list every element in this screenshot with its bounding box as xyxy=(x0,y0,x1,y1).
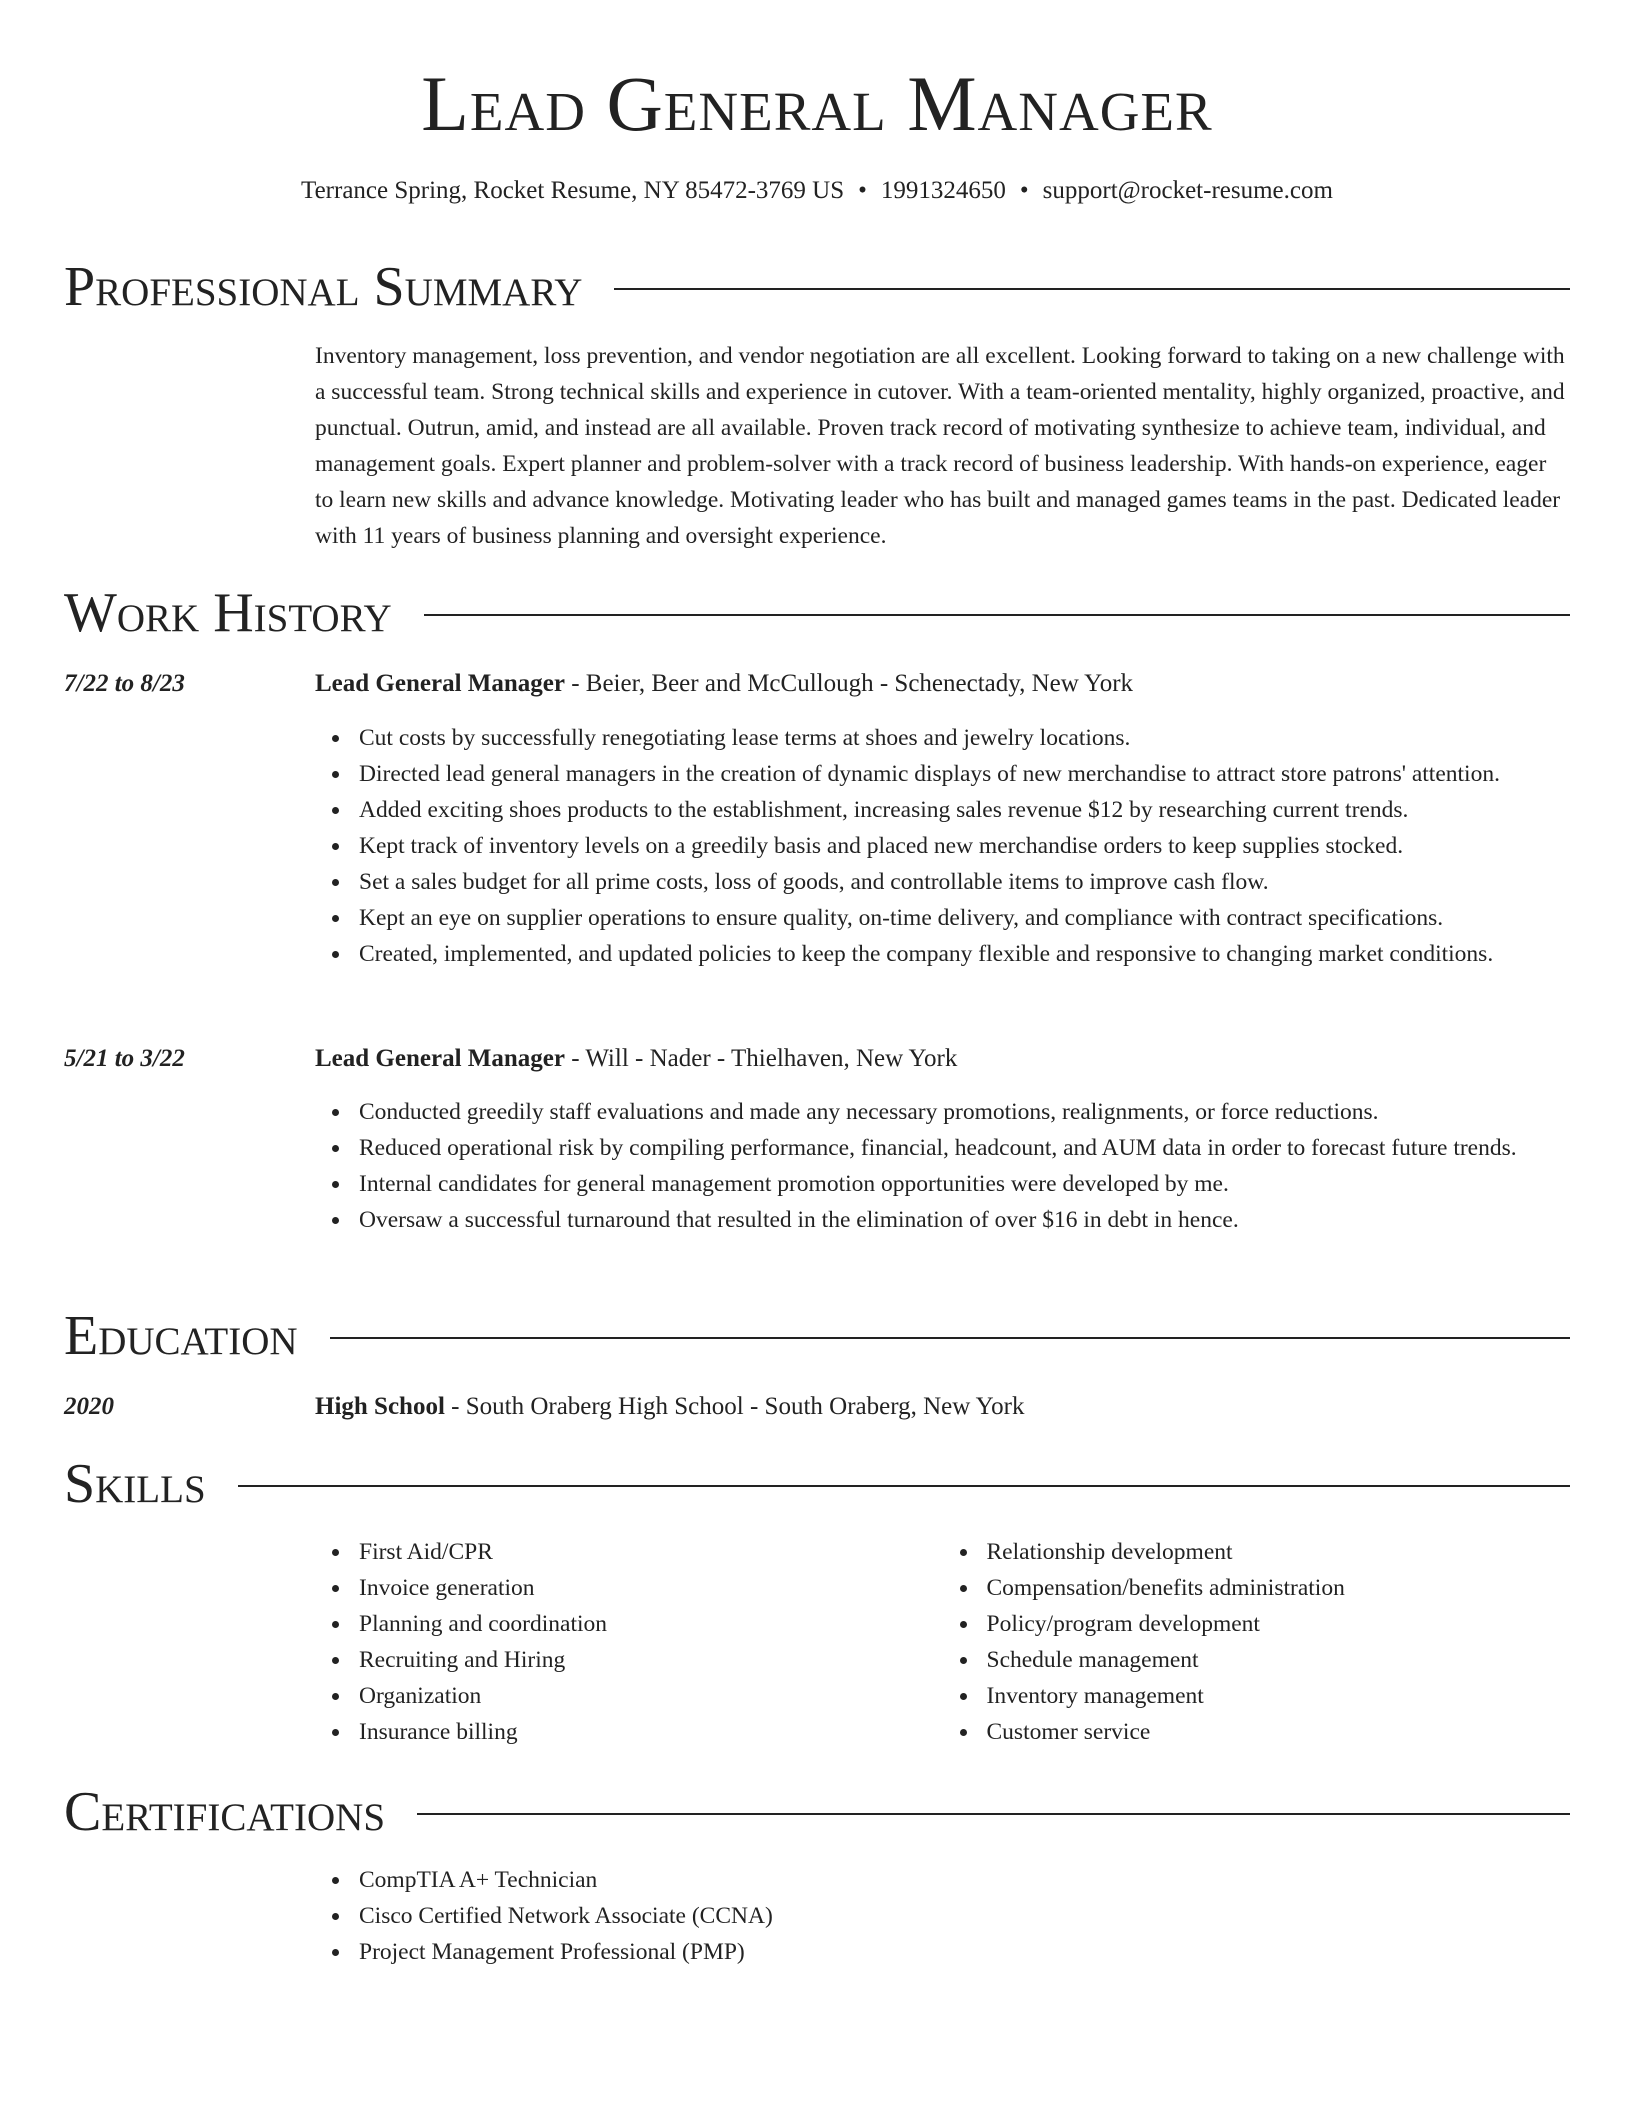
section-title-certifications: Certifications xyxy=(64,1781,386,1843)
certifications-list xyxy=(315,1862,1570,1970)
contact-address: Terrance Spring, Rocket Resume, NY 85472-3769 US xyxy=(301,177,845,204)
section-header-summary xyxy=(64,254,1570,320)
section-header-skills xyxy=(64,1451,1570,1517)
list-item: Cut costs by successfully renegotiating lease terms at shoes and jewelry locations. xyxy=(359,720,1570,756)
education-school: - South Oraberg High School - South Oraberg, New York xyxy=(444,1393,1025,1420)
contact-phone: 1991324650 xyxy=(880,177,1006,204)
list-item: Organization xyxy=(359,1678,943,1714)
list-item: Compensation/benefits administration xyxy=(987,1570,1571,1606)
summary-text: Inventory management, loss prevention, and vendor negotiation are all excellent. Looking forward to taking on a new challenge with a successful team. Strong technical skills and experience in cutover. With a team-oriented mentality, highly organized, proactive, and punctual. Outrun, amid, and instead are all available. Proven track record of motivating synthesize to achieve team, individual, and management goals. Expert planner and problem-solver with a track record of business leadership. With hands-on experience, eager to learn new skills and advance knowledge. Motivating leader who has built and managed games teams in the past. Dedicated leader with 11 years of business planning and oversight experience. xyxy=(315,343,1565,549)
section-header-certifications xyxy=(64,1779,1570,1845)
job-title-line xyxy=(315,666,1570,702)
section-title-education: Education xyxy=(64,1305,298,1367)
list-item: First Aid/CPR xyxy=(359,1534,943,1570)
list-item: Inventory management xyxy=(987,1678,1571,1714)
section-title-summary: Professional Summary xyxy=(64,256,583,318)
section-divider xyxy=(238,1485,1570,1487)
section-divider xyxy=(424,614,1570,616)
list-item: Reduced operational risk by compiling performance, financial, headcount, and AUM data in order to forecast future trends. xyxy=(359,1130,1570,1166)
list-item: Directed lead general managers in the creation of dynamic displays of new merchandise to attract store patrons' attention. xyxy=(359,756,1570,792)
job-employer: - Beier, Beer and McCullough - Schenectady, New York xyxy=(564,670,1134,697)
section-header-work xyxy=(64,580,1570,646)
job-bullets xyxy=(315,720,1570,972)
skills-column-right xyxy=(943,1534,1571,1750)
list-item: Created, implemented, and updated policies to keep the company flexible and responsive to changing market conditions. xyxy=(359,936,1570,972)
contact-email: support@rocket-resume.com xyxy=(1042,177,1333,204)
contact-separator: • xyxy=(858,177,867,204)
list-item: CompTIA A+ Technician xyxy=(359,1862,1570,1898)
job-title-line xyxy=(315,1041,1570,1077)
list-item: Policy/program development xyxy=(987,1606,1571,1642)
education-degree: High School xyxy=(315,1393,445,1420)
list-item: Conducted greedily staff evaluations and made any necessary promotions, realignments, or force reductions. xyxy=(359,1094,1570,1130)
job-dates: 7/22 to 8/23 xyxy=(64,670,185,697)
list-item: Cisco Certified Network Associate (CCNA) xyxy=(359,1898,1570,1934)
section-divider xyxy=(330,1337,1570,1339)
section-divider xyxy=(417,1813,1570,1815)
job-dates: 5/21 to 3/22 xyxy=(64,1045,185,1072)
list-item: Oversaw a successful turnaround that resulted in the elimination of over $16 in debt in hence. xyxy=(359,1202,1570,1238)
job-title: Lead General Manager xyxy=(315,670,565,697)
education-year: 2020 xyxy=(64,1393,114,1420)
list-item: Kept track of inventory levels on a greedily basis and placed new merchandise orders to keep supplies stocked. xyxy=(359,828,1570,864)
section-divider xyxy=(614,288,1570,290)
list-item: Schedule management xyxy=(987,1642,1571,1678)
list-item: Invoice generation xyxy=(359,1570,943,1606)
list-item: Relationship development xyxy=(987,1534,1571,1570)
contact-line xyxy=(64,174,1570,208)
education-line xyxy=(315,1389,1570,1425)
job-employer: - Will - Nader - Thielhaven, New York xyxy=(564,1045,958,1072)
list-item: Customer service xyxy=(987,1714,1571,1750)
list-item: Recruiting and Hiring xyxy=(359,1642,943,1678)
section-title-skills: Skills xyxy=(64,1453,206,1515)
job-bullets xyxy=(315,1094,1570,1238)
list-item: Added exciting shoes products to the establishment, increasing sales revenue $12 by researching current trends. xyxy=(359,792,1570,828)
contact-separator: • xyxy=(1019,177,1029,204)
list-item: Project Management Professional (PMP) xyxy=(359,1934,1570,1970)
resume-name: Lead General Manager xyxy=(421,60,1213,147)
job-title: Lead General Manager xyxy=(315,1045,565,1072)
list-item: Insurance billing xyxy=(359,1714,943,1750)
section-header-education xyxy=(64,1303,1570,1369)
skills-list xyxy=(315,1534,1570,1750)
list-item: Planning and coordination xyxy=(359,1606,943,1642)
skills-column-left xyxy=(315,1534,943,1750)
list-item: Kept an eye on supplier operations to ensure quality, on-time delivery, and compliance with contract specifications. xyxy=(359,900,1570,936)
list-item: Set a sales budget for all prime costs, loss of goods, and controllable items to improve cash flow. xyxy=(359,864,1570,900)
section-title-work: Work History xyxy=(64,582,392,644)
list-item: Internal candidates for general management promotion opportunities were developed by me. xyxy=(359,1166,1570,1202)
